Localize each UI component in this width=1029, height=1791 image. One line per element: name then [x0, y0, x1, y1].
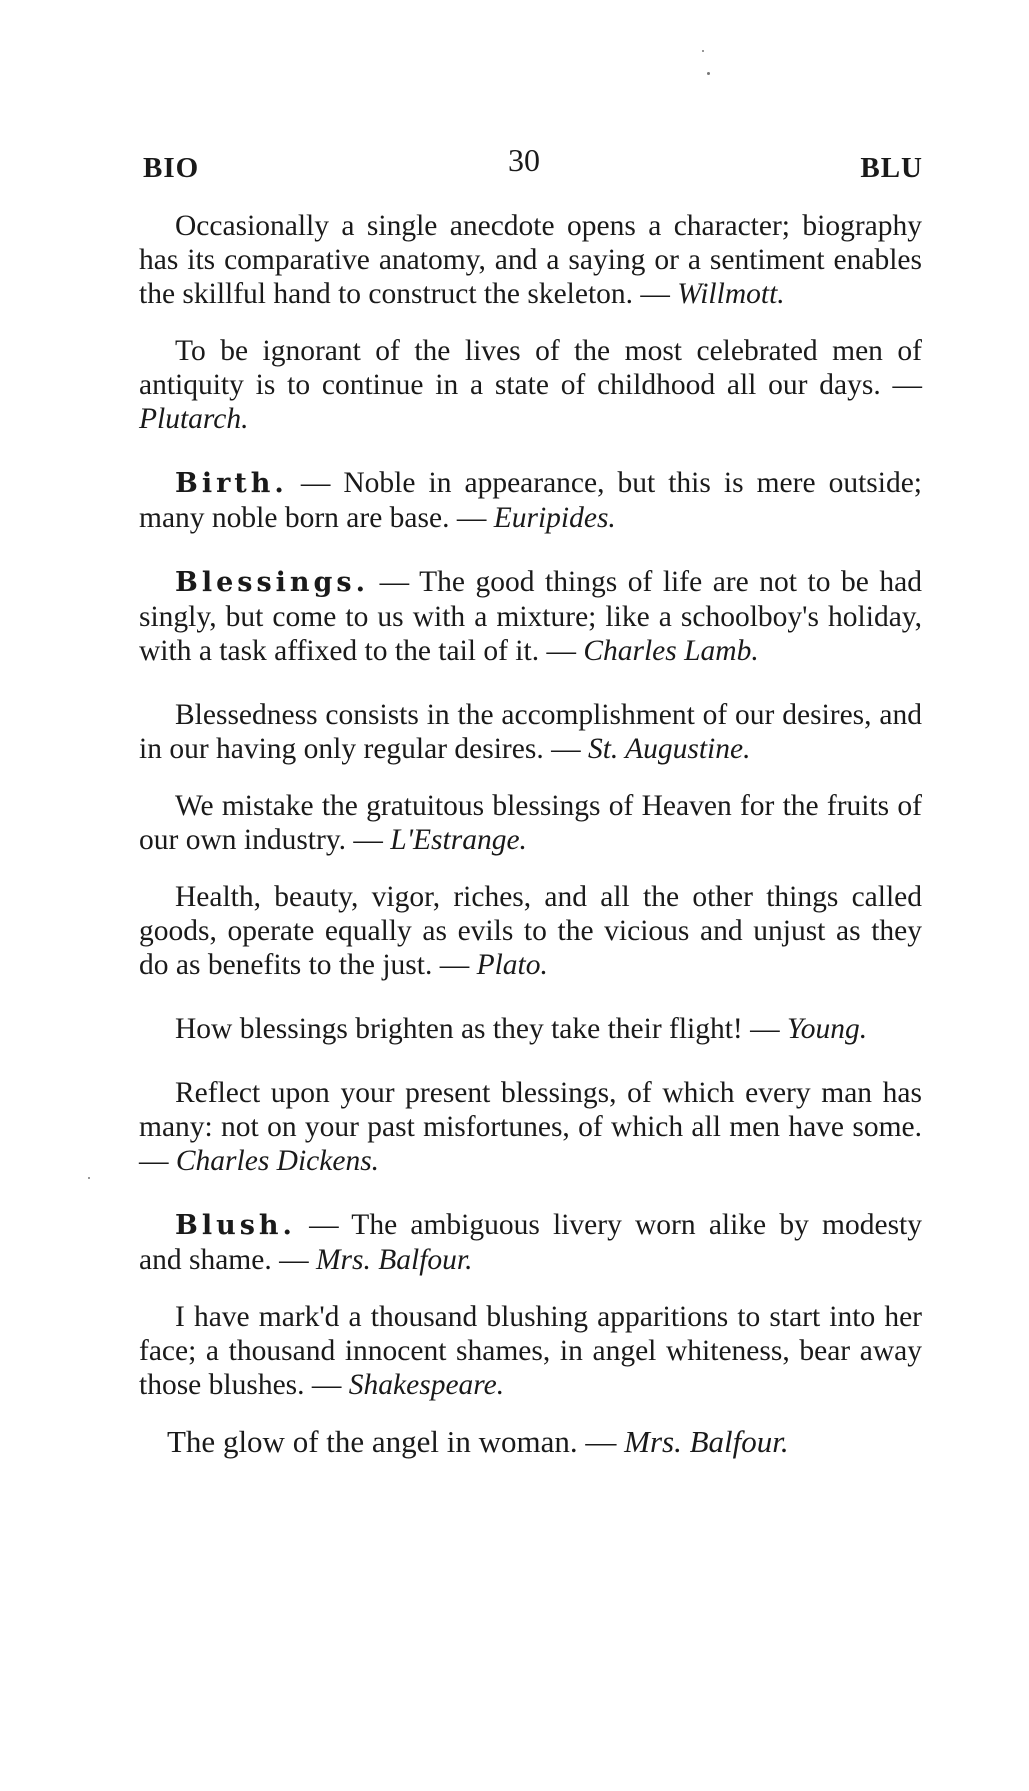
quotation-list: [139, 209, 922, 1482]
quotation-author: St. Augustine.: [587, 733, 751, 765]
quotation-entry: [139, 565, 922, 668]
page-number: 30: [508, 142, 540, 178]
quotation-text: Occasionally a single anecdote opens a character; biography has its comparative anatomy, and a saying or a sentiment enables the skillful hand to construct the skeleton. —: [139, 210, 922, 310]
quotation-author: Charles Lamb.: [583, 635, 759, 667]
quotation-author: Mrs. Balfour.: [315, 1244, 473, 1276]
quotation-author: Young.: [787, 1013, 868, 1045]
quotation-author: Mrs. Balfour.: [624, 1424, 789, 1459]
quotation-text: We mistake the gratuitous blessings of Heaven for the fruits of our own industry. —: [139, 790, 922, 856]
quotation-entry: [139, 1076, 922, 1178]
quotation-entry: [139, 880, 922, 982]
quotation-entry: [139, 1208, 922, 1277]
quotation-text: How blessings brighten as they take their flight! —: [175, 1013, 780, 1045]
quotation-entry: [139, 334, 922, 436]
print-speck: [88, 1177, 90, 1179]
quotation-entry: [139, 209, 922, 311]
quotation-author: Shakespeare.: [348, 1369, 505, 1401]
running-header: [143, 142, 923, 192]
quotation-text: The glow of the angel in woman. —: [167, 1424, 617, 1459]
quotation-text: — The ambiguous livery worn alike by modesty and shame. —: [139, 1209, 922, 1276]
quotation-author: Euripides.: [493, 502, 616, 534]
quotation-author: Charles Dickens.: [175, 1145, 380, 1177]
quotation-text: — Noble in appearance, but this is mere outside; many noble born are base. —: [139, 467, 922, 534]
quotation-author: Plato.: [476, 949, 548, 981]
quotation-author: L'Estrange.: [390, 824, 527, 856]
quotation-author: Willmott.: [677, 278, 785, 310]
quotation-entry: [139, 1012, 922, 1046]
header-right-guide-word: BLU: [860, 152, 923, 184]
quotation-text: Reflect upon your present blessings, of which every man has many: not on your past misfortunes, of which all men have some. —: [139, 1077, 922, 1177]
topic-heading: Blessings.: [175, 567, 370, 598]
quotation-entry: [139, 1300, 922, 1402]
header-left-guide-word: BIO: [143, 152, 200, 184]
quotation-entry: [139, 789, 922, 857]
print-speck: [707, 72, 710, 75]
quotation-text: — The good things of life are not to be had singly, but come to us with a mixture; like a schoolboy's holiday, with a task affixed to the tail of it. —: [139, 566, 922, 667]
quotation-entry: [139, 466, 922, 535]
quotation-entry: [139, 698, 922, 766]
quotation-text: Health, beauty, vigor, riches, and all the other things called goods, operate equally as evils to the vicious and unjust as they do as benefits to the just. —: [139, 881, 922, 981]
quotation-author: Plutarch.: [139, 403, 249, 435]
quotation-text: I have mark'd a thousand blushing apparitions to start into her face; a thousand innocent shames, in angel whiteness, bear away those blushes. —: [139, 1301, 922, 1401]
quotation-text: Blessedness consists in the accomplishment of our desires, and in our having only regular desires. —: [139, 699, 922, 765]
print-speck: [702, 50, 704, 52]
quotation-entry: [139, 1425, 922, 1459]
quotation-text: To be ignorant of the lives of the most celebrated men of antiquity is to continue in a state of childhood all our days. —: [139, 335, 922, 401]
topic-heading: Birth.: [175, 468, 288, 499]
topic-heading: Blush.: [175, 1210, 296, 1241]
